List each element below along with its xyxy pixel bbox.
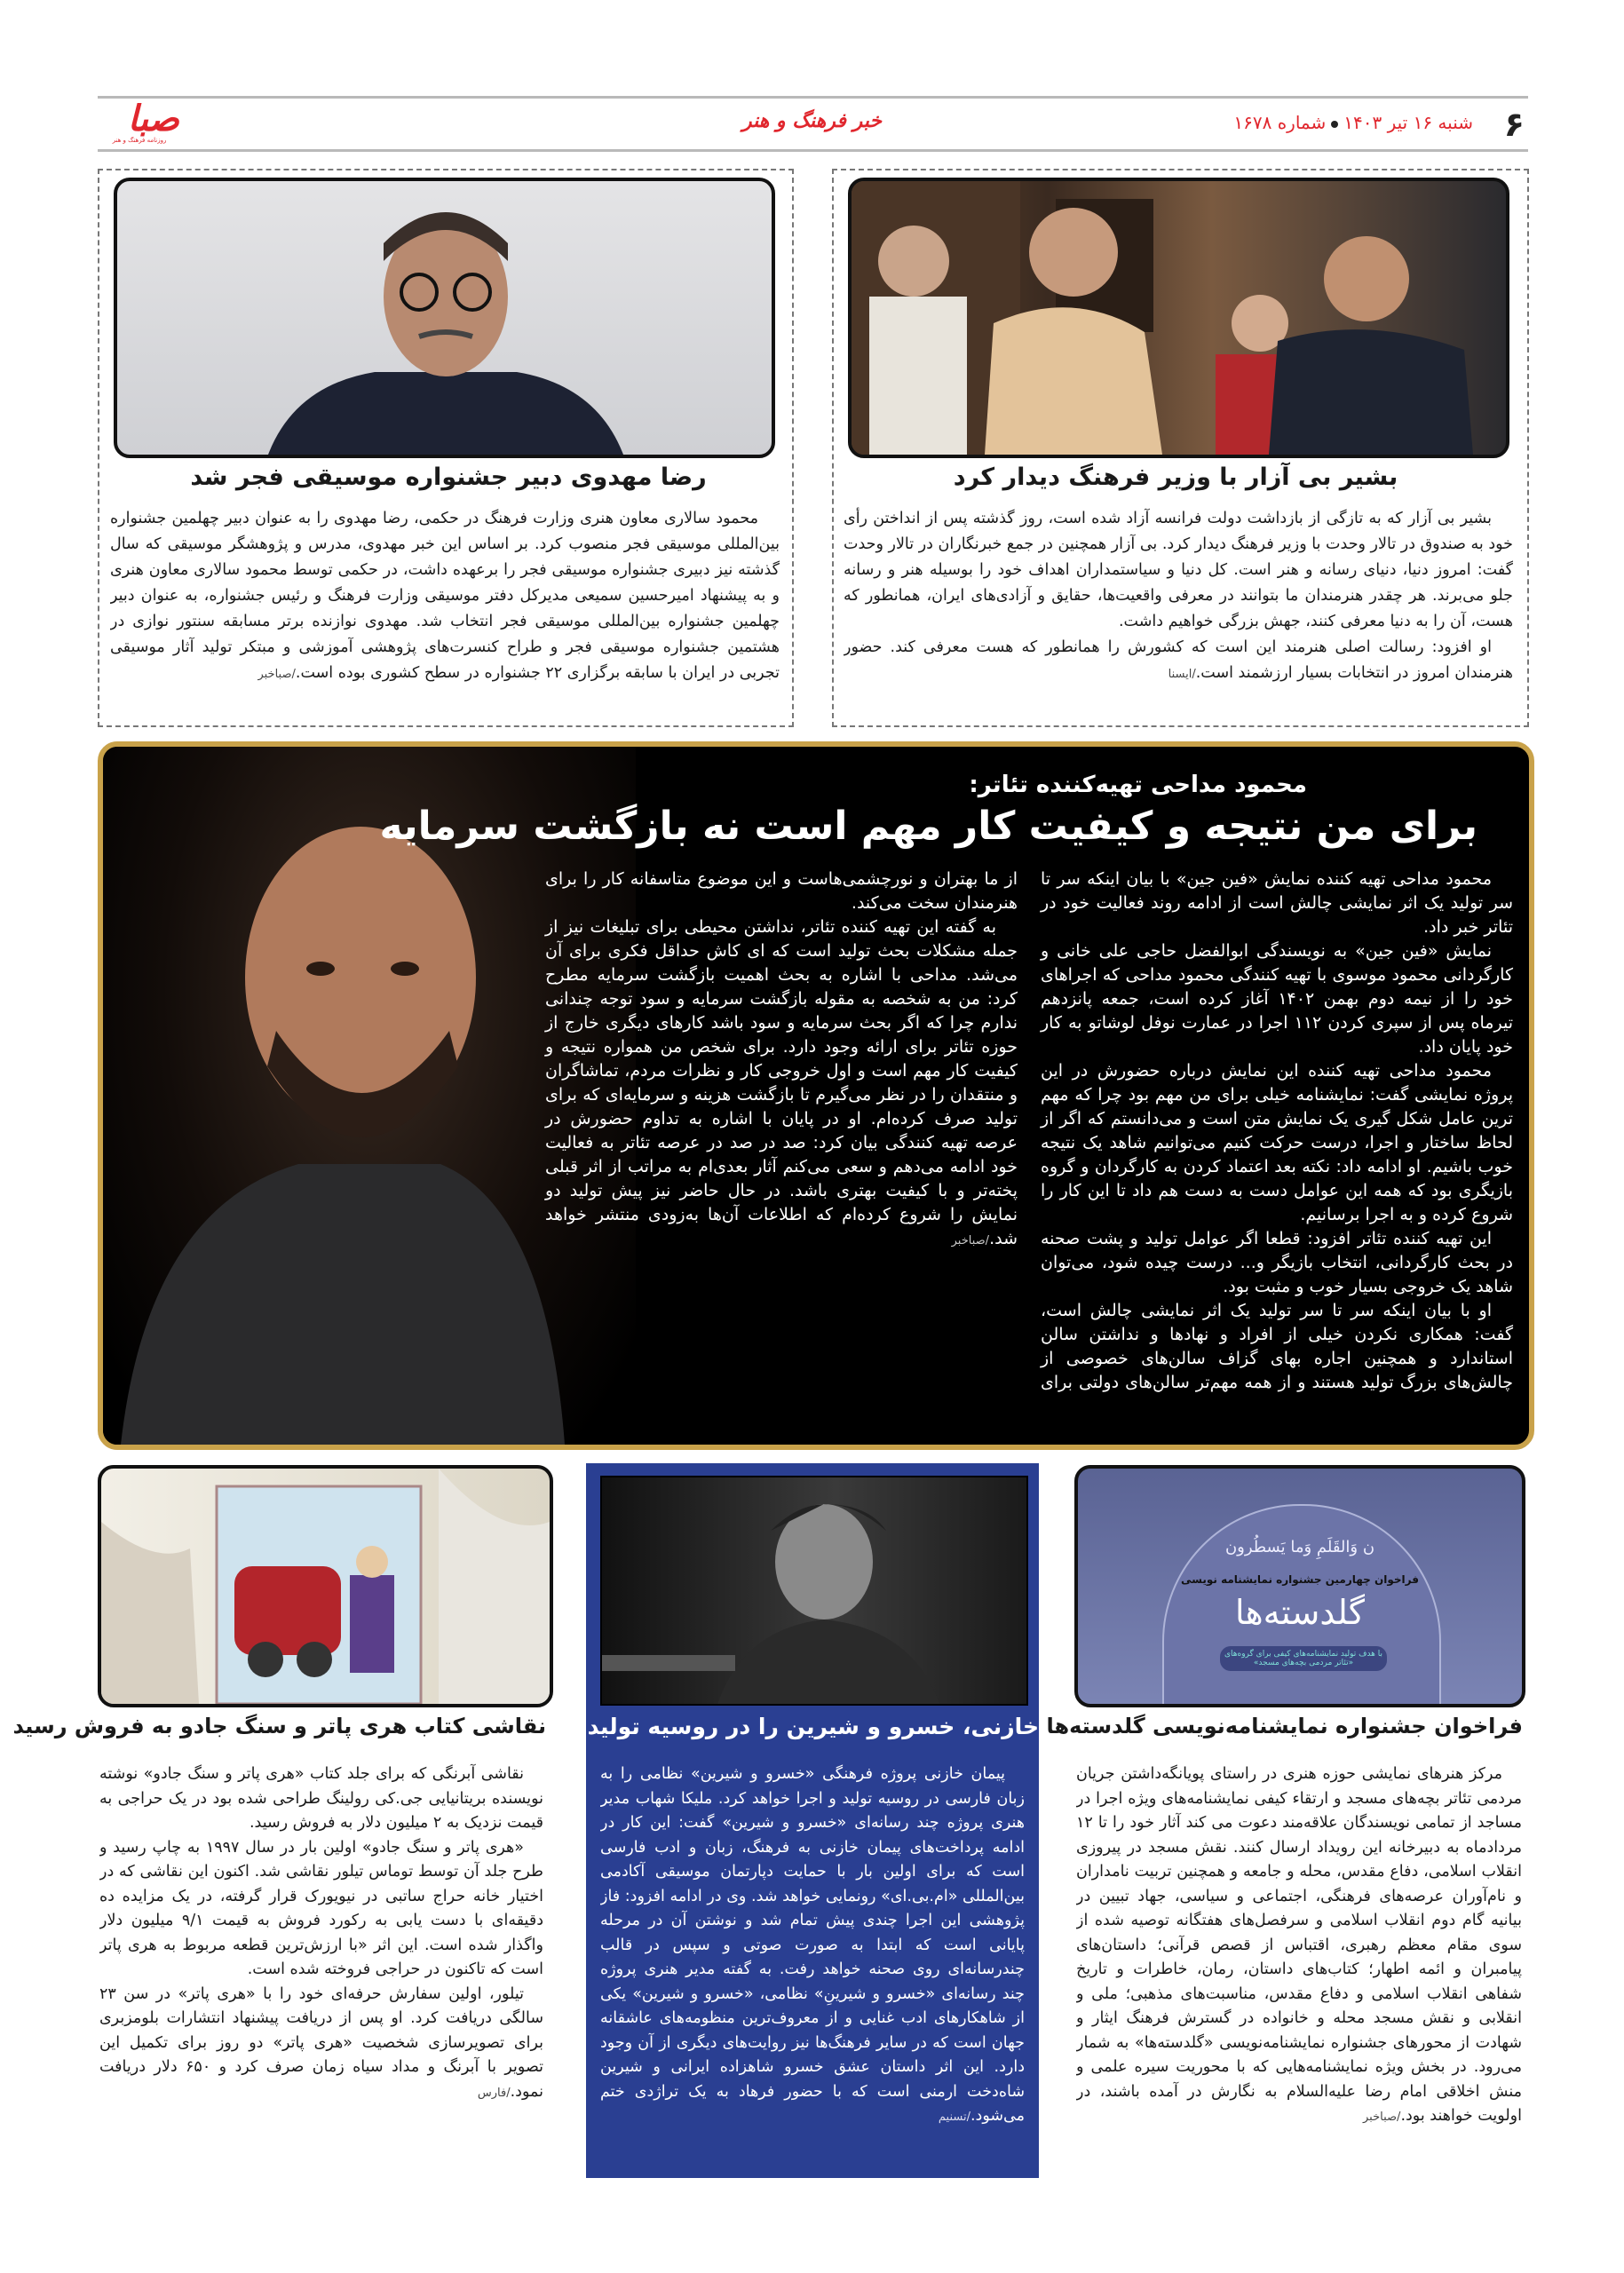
paragraph: او افزود: رسالت اصلی هنرمند این است که کشورش را همانطور که هست معرفی کند. حضور هنرمندان امروز در انتخابات بسیار ارزشمند است./ایسنا	[844, 638, 1513, 682]
people-silhouettes-icon	[852, 181, 1506, 455]
source-credit: /تسنیم	[938, 2111, 970, 2124]
article-title: خازنی، خسرو و شیرین را در روسیه تولید می کند	[501, 1714, 1039, 1739]
paragraph-continuation: گفت: همکاری نکردن خیلی از افراد و نهادها و نداشتن سالن استاندارد و همچنین اجاره بهای گزاف سالن‌های خصوصی از چالش‌های بزرگ تولید هستند و از همه مهم‌تر سالن‌های دولتی برای از ما بهتران و نورچشمی‌هاست و این موضوع متاسفانه کار را برای هنرمندان سخت می‌کند.	[545, 869, 1513, 1392]
section-title: خبر فرهنگ و هنر	[742, 110, 882, 132]
feature-kicker: محمود مداحی تهیه‌کننده تئاتر:	[969, 772, 1307, 798]
paragraph: محمود سالاری معاون هنری وزارت فرهنگ در حکمی، رضا مهدوی را به عنوان دبیر چهلمین جشنواره بین‌المللی موسیقی فجر منصوب کرد. بر اساس این خبر مهدوی، مدرس و پژوهشگر موسیقی که سال گذشته نیز دبیری جشنواره موسیقی فجر را برعهده داشت، در حکمی توسط محمود سالاری معاون هنری و به پیشنهاد امیرحسین سمیعی مدیرکل دفتر موسیقی وزارت فرهنگ و رئیس جشنواره، به عنوان دبیر چهلمین جشنواره بین‌المللی موسیقی فجر انتخاب شد. مهدوی نوازنده برتر مسابقه سنتور نوازی در هشتمین جشنواره موسیقی فجر و طراح کنسرت‌های پژوهشی آموزشی و مبتکر تولید آثار موسیقی تجربی در ایران با سابقه برگزاری ۲۲ جشنواره در سطح کشوری بوده است./صباخبر	[110, 510, 780, 682]
source-credit: /ایسنا	[1168, 668, 1196, 681]
paragraph: پیمان خازنی پروژه فرهنگی «خسرو و شیرین» نظامی را به زبان فارسی در روسیه تولید و اجرا خواهد کرد. ملیکا شهاب مدیر هنری پروژه چند رسانه‌ای «خسرو و شیرین» گفت: این کار در ادامه پرداخت‌های پیمان خازنی به فرهنگ، زبان و ادب فارسی است که برای اولین بار با حمایت دپارتمان موسیقی آکادمی بین‌المللی «ام.بی.ای» رونمایی خواهد شد. وی در ادامه افزود: فاز پژوهشی این اجرا چندی پیش تمام شد و نوشتن آن در مرحله پایانی است که ابتدا به صورت صوتی و سپس در قالب چندرسانه‌ای روی صحنه خواهد رفت. به گفته مدیر هنری پروژه چند رسانه‌ای «خسرو و شیرینِ» نظامی، «خسرو و شیرین» یکی از شاهکارهای ادب غنایی و از معروف‌ترین منظومه‌های عاشقانه جهان است که در سایر فرهنگ‌ها نیز روایت‌های دیگری از آن وجود دارد. این اثر داستان عشق خسرو شاهزاده ایرانی و شیرین شاه‌دخت ارمنی است که با حضور فرهاد به یک تراژدی ختم می‌شود./تسنیم	[600, 1765, 1025, 2125]
article-title: نقاشی کتاب هری پاتر و سنگ جادو به فروش رسید	[12, 1714, 546, 1738]
article-title: رضا مهدوی دبیر جشنواره موسیقی فجر شد	[190, 463, 707, 491]
feature-body-columns	[545, 867, 1513, 1436]
photo-harry-potter-painting	[98, 1465, 553, 1707]
article-title: بشیر بی آزار با وزیر فرهنگ دیدار کرد	[953, 463, 1398, 491]
paragraph: بشیر بی آزار که به تازگی از بازداشت دولت فرانسه آزاد شده است، روز گذشته پس از انداختن رأی خود به صندوق در تالار وحدت با وزیر فرهنگ دیدار کرد. بی آزار همچنین در جمع خبرنگاران در تالار وحدت گفت: امروز دنیا، دنیای رسانه و هنر است. کل دنیا و سیاستمداران اهداف خود را بوسیله هنر و رسانه جلو می‌برند. هر چقدر هنرمندان ما بتوانند در معرفی واقعیت‌ها، حقایق و آزادی‌های ایران، همانطور که هست، آن را به دنیا معرفی کنند، جهش بزرگی خواهیم داشت.	[844, 510, 1513, 630]
article-body	[844, 506, 1513, 716]
paragraph: این تهیه کننده تئاتر افزود: قطعا اگر عوامل تولید و پشت صحنه در بحث کارگردانی، انتخاب بازیگر و... درست چیده شود، می‌توان شاهد یک خروجی بسیار خوب و مثبت بود.	[1041, 1229, 1513, 1296]
header-top-rule	[98, 96, 1528, 99]
article-body	[1076, 1762, 1522, 2175]
newspaper-logo[interactable]	[99, 101, 179, 147]
issue-date: شنبه ۱۶ تیر ۱۴۰۳	[1343, 112, 1473, 133]
poster-tagline: با هدف تولید نمایشنامه‌های کیفی برای گروه‌های «تئاتر مردمی بچه‌های مسجد»	[1220, 1646, 1387, 1671]
article-body	[600, 1762, 1025, 2171]
page-number: ۶	[1503, 105, 1525, 144]
source-credit: /صباخبر	[951, 1234, 990, 1247]
issue-number: شماره ۱۶۷۸	[1233, 112, 1327, 133]
poster-goldasteh	[1074, 1465, 1525, 1707]
paragraph: نمایش «فین جین» به نویسندگی ابوالفضل حاجی علی خانی و کارگردانی محمود موسوی با تهیه کنندگی محمود مداحی که اجراهای خود را از نیمه دوم بهمن ۱۴۰۲ آغاز کرده است، جمعه پانزدهم تیرماه پس از سپری کردن ۱۱۲ اجرا در عمارت نوفل لوشاتو به کار خود پایان داد.	[1041, 941, 1513, 1057]
article-title: فراخوان جشنواره نمایشنامه‌نویسی گلدسته‌ها	[1046, 1714, 1523, 1738]
paragraph: نقاشی آبرنگی که برای جلد کتاب «هری پاتر و سنگ جادو» نوشته نویسنده بریتانیایی جی.کی رولینگ طراحی شده بود در یک حراجی به قیمت نزدیک به ۲ میلیون دلار به فروش رسید.	[99, 1765, 543, 1832]
source-credit: /فارس	[477, 2086, 511, 2100]
header-bottom-rule	[98, 149, 1528, 152]
photo-peyman-khazeni	[600, 1476, 1028, 1706]
photo-reza-mahdavi	[114, 178, 775, 458]
logo-mark: صبا	[127, 99, 179, 139]
photo-bashir-meeting	[848, 178, 1509, 458]
paragraph: محمود مداحی تهیه کننده نمایش «فین جین» با بیان اینکه سر تا سر تولید یک اثر نمایشی چالش است از ادامه روند فعالیت خود در تئاتر خبر داد.	[1041, 869, 1513, 937]
source-credit: /صباخبر	[1363, 2111, 1401, 2124]
poster-caption: فراخوان چهارمین جشنواره نمایشنامه نویسی	[1181, 1573, 1419, 1586]
paragraph: به گفته این تهیه کننده تئاتر، نداشتن محیطی برای تبلیغات نیز از جمله مشکلات بحث تولید است که ای کاش حداقل فکری برای آن می‌شد. مداحی با اشاره به بحث اهمیت بازگشت سرمایه مطرح کرد: من به شخصه به مقوله بازگشت سرمایه و سود توجه چندانی ندارم چرا که اگر بحث سرمایه و سود باشد کارهای دیگری خارج از حوزه تئاتر برای ارائه وجود دارد. برای شخص من همواره نتیجه و کیفیت کار مهم است و اول خروجی کار و نظرات مردم، تماشاگران و منتقدان را در نظر می‌گیرم تا بازگشت هزینه و سرمایه‌ای که برای تولید صرف کرده‌ام. او در پایان با اشاره به تداوم حضورش در عرصه تهیه کنندگی بیان کرد: صد در صد در عرصه تئاتر به فعالیت خود ادامه می‌دهم و سعی می‌کنم آثار بعدی‌ام به مراتب از اثر قبلی پخته‌تر و با کیفیت بهتری باشد. در حال حاضر نیز پیش تولید دو نمایش را شروع کرده‌ام که اطلاعات آن‌ها به‌زودی منتشر خواهد شد./صباخبر	[545, 917, 1018, 1248]
musician-silhouette-icon	[602, 1477, 1026, 1704]
article-body	[99, 1762, 543, 2175]
paragraph: تیلور، اولین سفارش حرفه‌ای خود را با «هری پاتر» در سن ۲۳ سالگی دریافت کرد. او پس از دریافت پیشنهاد انتشارات بلومزبری برای تصویرسازی شخصیت «هری پاتر» دو روز برای تکمیل این تصویر با آبرنگ و مداد سیاه زمان صرف کرد و ۶۵۰ دلار دریافت نمود./فارس	[99, 1984, 543, 2101]
portrait-silhouette-icon	[117, 181, 772, 455]
paragraph: محمود مداحی تهیه کننده این نمایش درباره حضورش در این پروژه نمایشی گفت: نمایشنامه خیلی برای من مهم بود چرا که مهم ترین عامل شکل گیری یک نمایش متن است و می‌دانستم که اگر از لحاظ ساختار و اجرا، درست حرکت کنیم می‌توانیم شاهد یک نتیجه خوب باشیم. او ادامه داد: نکته بعد اعتماد کردن به کارگردان و گروه بازیگری بود که همه این عوامل دست به دست هم داد تا این کار را شروع کرده و به اجرا برسانیم.	[1041, 1061, 1513, 1224]
painting-icon	[101, 1469, 550, 1704]
poster-name: گلدسته‌ها	[1235, 1593, 1365, 1632]
article-body	[110, 506, 780, 716]
logo-subtitle: روزنامه فرهنگ و هنر	[112, 137, 167, 144]
paragraph: «هری پاتر و سنگ جادو» اولین بار در سال ۱۹۹۷ به چاپ رسید و طرح جلد آن توسط توماس تیلور نقاشی شد. اکنون این نقاشی که در اختیار خانه حراج ساتبی در نیویورک قرار گرفته، در یک مزایده ده دقیقه‌ای با دست یابی به رکورد فروش به قیمت ۹/۱ میلیون دلار واگذار شده است. این اثر «با ارزش‌ترین قطعه مربوط به هری پاتر است که تاکنون در حراجی فروخته شده است.	[99, 1838, 543, 1978]
poster-verse: ن وَالقَلَمِ وَما یَسطُرون	[1224, 1538, 1375, 1556]
paragraph-start: او با بیان اینکه سر تا سر تولید یک اثر نمایشی چالش است،	[1041, 1301, 1492, 1320]
feature-article-box	[98, 741, 1534, 1450]
source-credit: /صباخبر	[257, 668, 296, 681]
feature-title: برای من نتیجه و کیفیت کار مهم است نه بازگشت سرمایه	[379, 804, 1477, 849]
paragraph: مرکز هنرهای نمایشی حوزه هنری در راستای پویانگه‌داشتن جریان مردمی تئاتر بچه‌های مسجد و ارتقاء کیفی نمایشنامه‌های ویژه اجرا در مساجد از تمامی نویسندگان علاقه‌مند دعوت می کند آثار خود را تا ۱۲ مردادماه به دبیرخانه این رویداد ارسال کنند. نقش مسجد در پیروزی انقلاب اسلامی، دفاع مقدس، محله و جامعه و همچنین تربیت نامداران و نام‌آوران عرصه‌های فرهنگی، اجتماعی و سیاسی، جهاد تبیین در بیانیه گام دوم انقلاب اسلامی و سرفصل‌های هفتگانه توصیه شده از سوی مقام معظم رهبری، اقتباس از قصص قرآنی؛ داستان‌های پیامبران و ائمه اطهار؛ کتاب‌های داستان، رمان، خاطرات و تاریخ شفاهی انقلاب اسلامی و دفاع مقدس، مناسبت‌های مذهبی؛ ملی و انقلابی و نقش مسجد محله و خانواده در گسترش فرهنگ ایثار و شهادت از محورهای جشنواره نمایشنامه‌نویسی «گلدسته‌ها» به شمار می‌رود. در بخش ویژه نمایشنامه‌هایی که با محوریت سیره علمی و منش اخلاقی امام رضا علیه‌السلام به نگارش در آمده باشند، در اولویت خواهند بود./صباخبر	[1076, 1765, 1522, 2125]
